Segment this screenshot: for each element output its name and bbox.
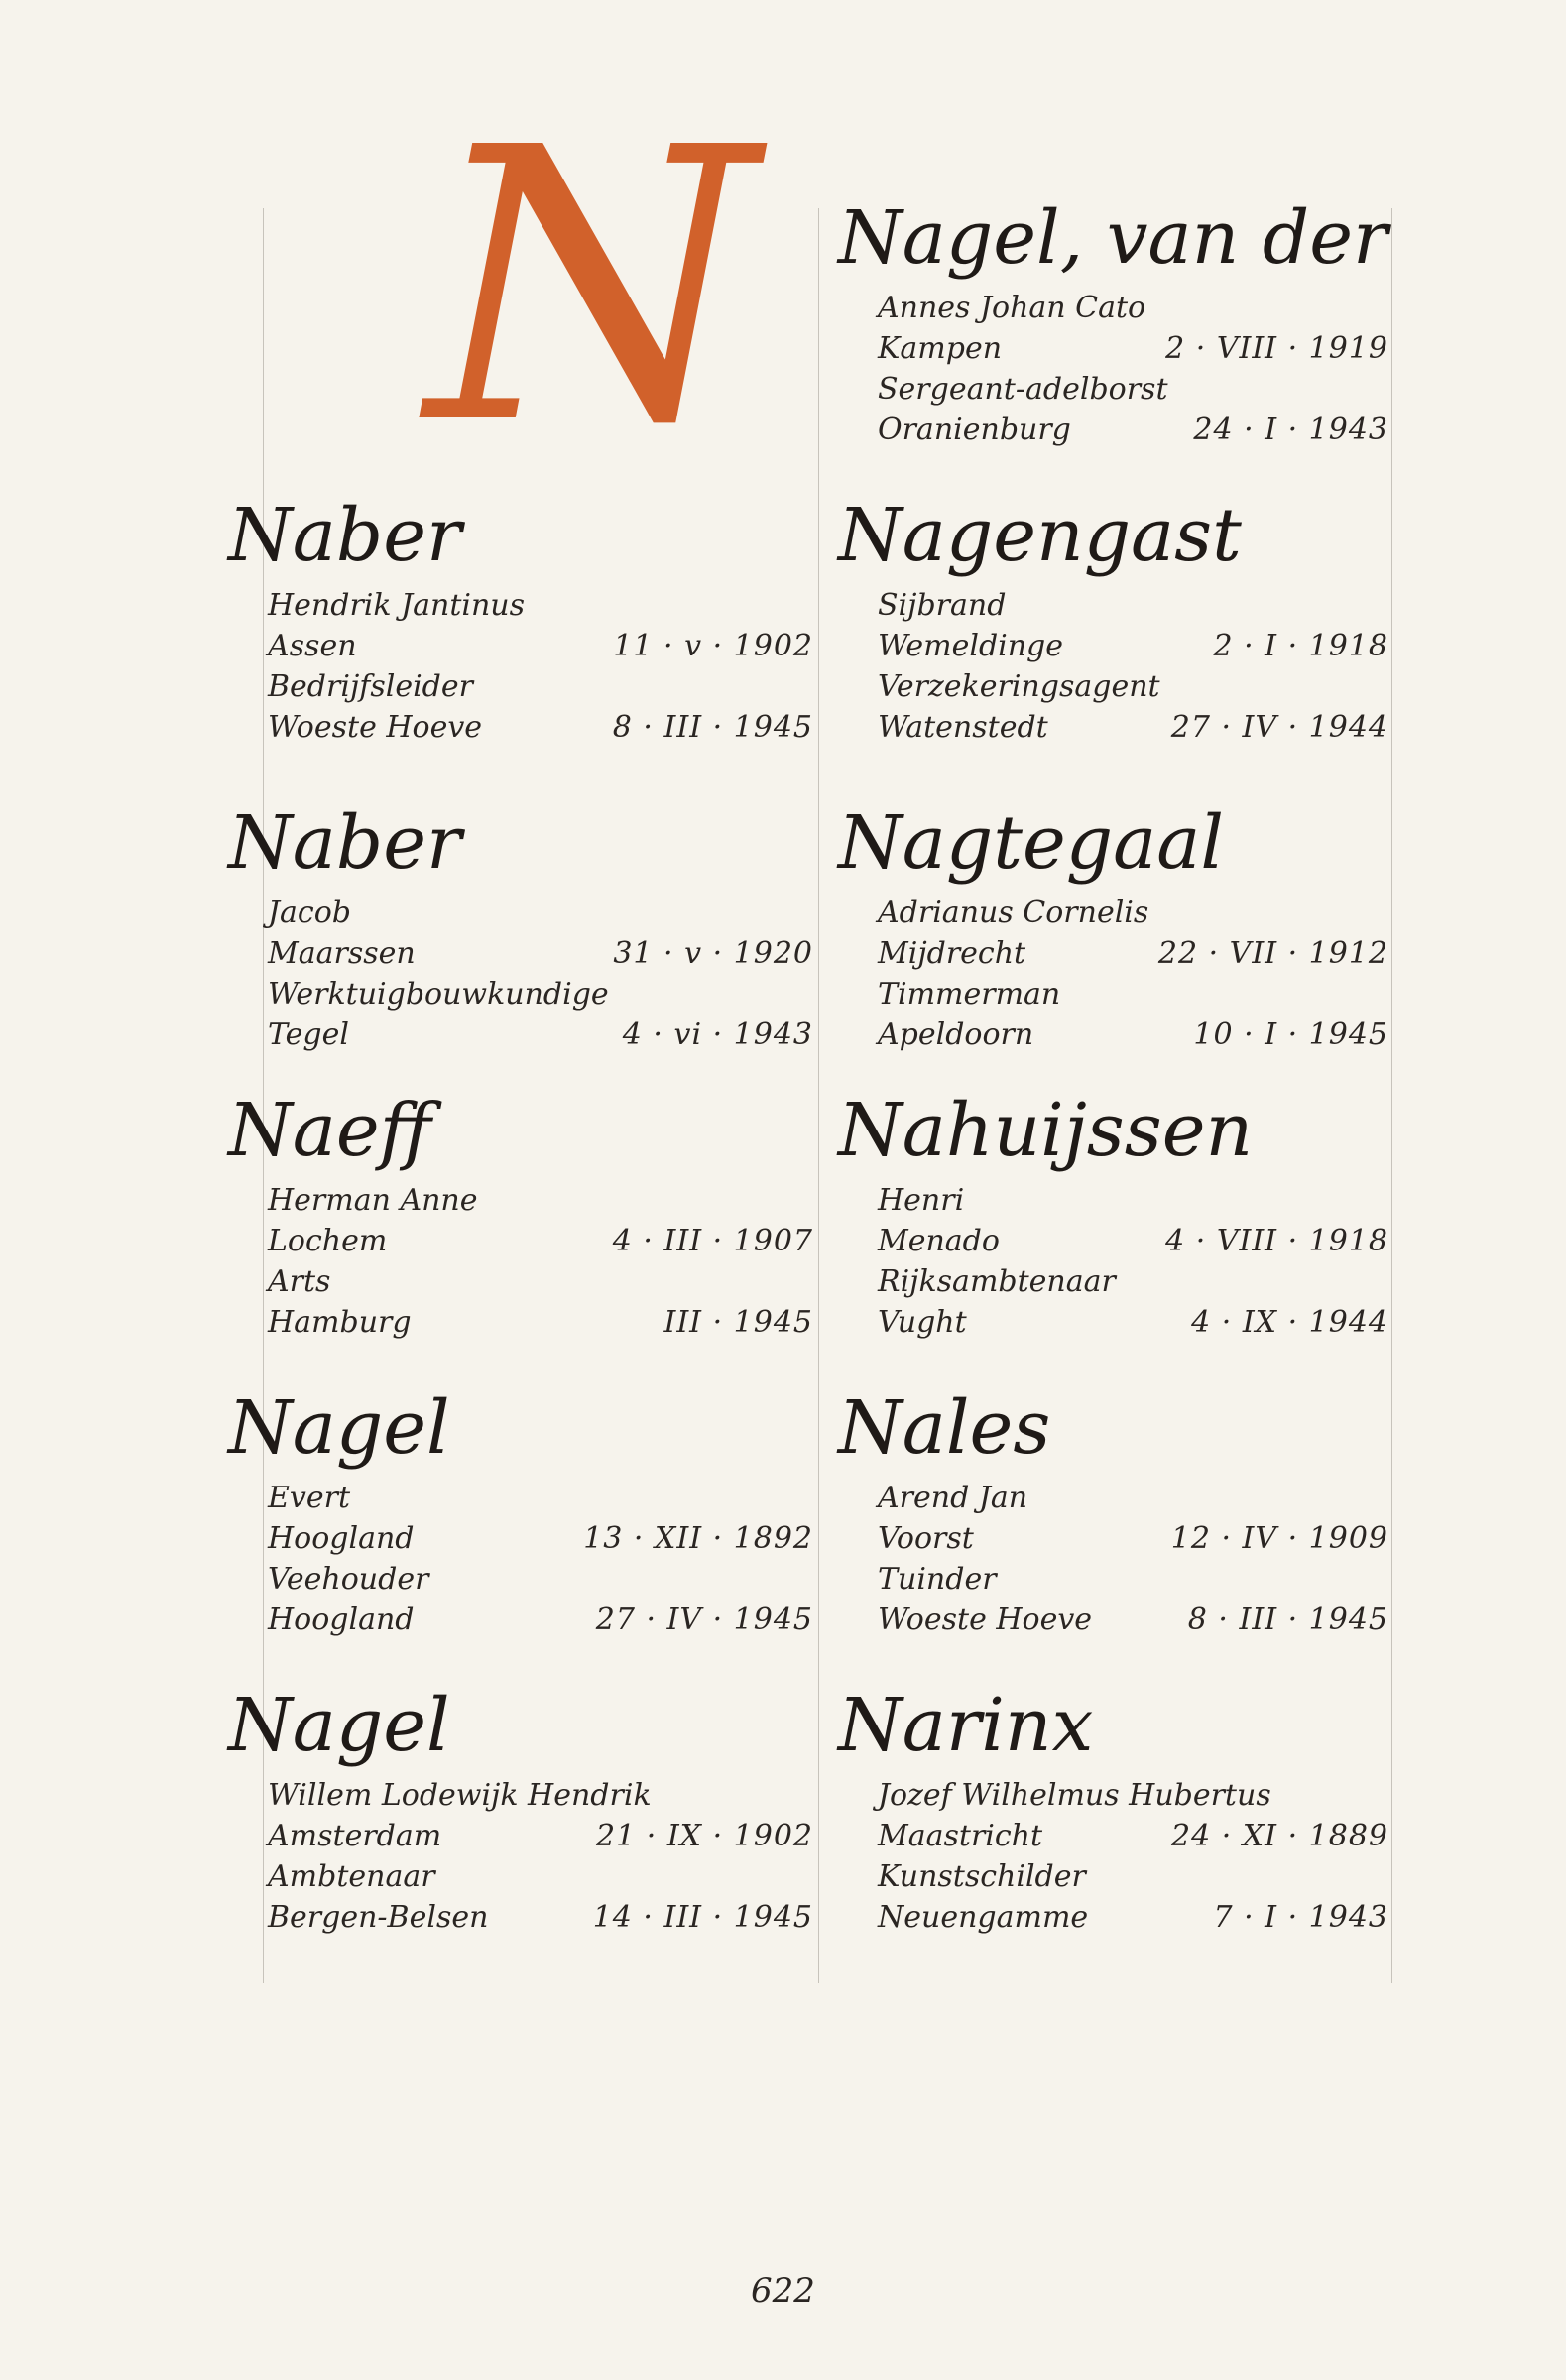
- death-place: Tegel: [268, 1017, 349, 1052]
- birth-place: Voorst: [878, 1521, 974, 1556]
- birth-place: Hoogland: [268, 1521, 415, 1556]
- surname: Nagel, van der: [838, 195, 1388, 281]
- decorative-initial-letter: N: [426, 67, 757, 507]
- row-birth: [838, 1518, 1398, 1559]
- entry-left-4: [228, 1683, 823, 1938]
- entry-left-0: [228, 493, 823, 748]
- death-place: Neuengamme: [878, 1900, 1089, 1935]
- death-date: 10 · I · 1945: [1193, 1017, 1388, 1052]
- row-birth: [228, 1816, 823, 1856]
- birth-place: Maarssen: [268, 936, 416, 971]
- row-death: [838, 410, 1398, 450]
- row-death: [228, 1600, 823, 1640]
- occupation: Sergeant-adelborst: [878, 372, 1168, 407]
- death-place: Bergen-Belsen: [268, 1900, 489, 1935]
- death-date: 4 · IX · 1944: [1191, 1305, 1388, 1340]
- birth-place: Maastricht: [878, 1819, 1043, 1853]
- entry-left-3: [228, 1385, 823, 1640]
- row-birth: [228, 1221, 823, 1261]
- death-date: 14 · III · 1945: [592, 1900, 813, 1935]
- death-place: Watenstedt: [878, 710, 1048, 745]
- given-names: Evert: [268, 1481, 350, 1515]
- row-occupation: [838, 1856, 1398, 1897]
- entry-right-2: [838, 800, 1398, 1055]
- row-given-names: [838, 1775, 1398, 1816]
- birth-place: Menado: [878, 1224, 1000, 1258]
- surname: Narinx: [838, 1683, 1094, 1768]
- row-birth: [228, 626, 823, 666]
- row-given-names: [228, 892, 823, 933]
- surname: Nagengast: [838, 493, 1242, 578]
- entry-right-0: [838, 195, 1398, 450]
- row-occupation: [228, 1856, 823, 1897]
- row-birth: [838, 626, 1398, 666]
- row-given-names: [838, 1180, 1398, 1221]
- given-names: Jacob: [268, 895, 351, 930]
- given-names: Arend Jan: [878, 1481, 1028, 1515]
- row-occupation: [838, 1559, 1398, 1600]
- death-place: Vught: [878, 1305, 967, 1340]
- row-death: [228, 1897, 823, 1938]
- birth-place: Amsterdam: [268, 1819, 442, 1853]
- death-date: 24 · I · 1943: [1193, 413, 1388, 447]
- death-date: 8 · III · 1945: [612, 710, 813, 745]
- row-occupation: [228, 1261, 823, 1302]
- page-number: 622: [751, 2271, 815, 2311]
- occupation: Ambtenaar: [268, 1859, 435, 1894]
- birth-place: Mijdrecht: [878, 936, 1026, 971]
- row-death: [838, 1014, 1398, 1055]
- given-names: Sijbrand: [878, 588, 1007, 623]
- row-birth: [838, 1221, 1398, 1261]
- given-names: Jozef Wilhelmus Hubertus: [878, 1778, 1271, 1813]
- entry-right-1: [838, 493, 1398, 748]
- row-given-names: [838, 1478, 1398, 1518]
- row-given-names: [228, 585, 823, 626]
- occupation: Rijksambtenaar: [878, 1264, 1116, 1299]
- birth-date: 2 · VIII · 1919: [1165, 331, 1388, 366]
- death-date: 7 · I · 1943: [1213, 1900, 1388, 1935]
- row-birth: [228, 933, 823, 974]
- occupation: Bedrijfsleider: [268, 669, 473, 704]
- row-death: [838, 707, 1398, 748]
- occupation: Verzekeringsagent: [878, 669, 1160, 704]
- surname: Nahuijssen: [838, 1088, 1254, 1173]
- row-death: [838, 1600, 1398, 1640]
- death-place: Hamburg: [268, 1305, 412, 1340]
- row-birth: [838, 933, 1398, 974]
- row-given-names: [838, 892, 1398, 933]
- occupation: Timmerman: [878, 977, 1061, 1012]
- occupation: Tuinder: [878, 1562, 997, 1597]
- birth-date: 2 · I · 1918: [1213, 629, 1388, 663]
- birth-date: 12 · IV · 1909: [1170, 1521, 1388, 1556]
- row-given-names: [838, 288, 1398, 328]
- given-names: Henri: [878, 1183, 965, 1218]
- row-given-names: [838, 585, 1398, 626]
- given-names: Annes Johan Cato: [878, 291, 1146, 325]
- death-place: Oranienburg: [878, 413, 1071, 447]
- row-given-names: [228, 1180, 823, 1221]
- row-occupation: [838, 666, 1398, 707]
- surname: Nagel: [228, 1385, 450, 1471]
- entry-right-5: [838, 1683, 1398, 1938]
- birth-place: Wemeldinge: [878, 629, 1064, 663]
- death-date: III · 1945: [663, 1305, 813, 1340]
- occupation: Kunstschilder: [878, 1859, 1086, 1894]
- entry-left-1: [228, 800, 823, 1055]
- birth-date: 31 · v · 1920: [613, 936, 813, 971]
- death-place: Hoogland: [268, 1603, 415, 1637]
- occupation: Werktuigbouwkundige: [268, 977, 609, 1012]
- given-names: Adrianus Cornelis: [878, 895, 1149, 930]
- row-death: [838, 1302, 1398, 1343]
- surname: Naber: [228, 493, 462, 578]
- death-place: Woeste Hoeve: [268, 710, 483, 745]
- birth-date: 24 · XI · 1889: [1171, 1819, 1388, 1853]
- row-death: [838, 1897, 1398, 1938]
- death-date: 8 · III · 1945: [1187, 1603, 1388, 1637]
- row-death: [228, 1302, 823, 1343]
- row-given-names: [228, 1478, 823, 1518]
- given-names: Herman Anne: [268, 1183, 478, 1218]
- death-date: 4 · vi · 1943: [622, 1017, 813, 1052]
- birth-date: 22 · VII · 1912: [1157, 936, 1388, 971]
- entry-right-4: [838, 1385, 1398, 1640]
- given-names: Hendrik Jantinus: [268, 588, 526, 623]
- entry-right-3: [838, 1088, 1398, 1343]
- given-names: Willem Lodewijk Hendrik: [268, 1778, 652, 1813]
- occupation: Arts: [268, 1264, 331, 1299]
- birth-date: 11 · v · 1902: [613, 629, 813, 663]
- death-place: Woeste Hoeve: [878, 1603, 1093, 1637]
- birth-place: Assen: [268, 629, 357, 663]
- birth-date: 4 · III · 1907: [612, 1224, 813, 1258]
- birth-place: Lochem: [268, 1224, 388, 1258]
- death-date: 27 · IV · 1944: [1170, 710, 1388, 745]
- surname: Nagel: [228, 1683, 450, 1768]
- row-occupation: [838, 369, 1398, 410]
- row-occupation: [228, 974, 823, 1014]
- row-given-names: [228, 1775, 823, 1816]
- birth-place: Kampen: [878, 331, 1003, 366]
- surname: Nales: [838, 1385, 1051, 1471]
- death-place: Apeldoorn: [878, 1017, 1034, 1052]
- occupation: Veehouder: [268, 1562, 429, 1597]
- row-occupation: [228, 1559, 823, 1600]
- row-birth: [838, 328, 1398, 369]
- row-death: [228, 707, 823, 748]
- row-occupation: [228, 666, 823, 707]
- row-death: [228, 1014, 823, 1055]
- birth-date: 4 · VIII · 1918: [1165, 1224, 1388, 1258]
- row-occupation: [838, 1261, 1398, 1302]
- birth-date: 21 · IX · 1902: [596, 1819, 813, 1853]
- surname: Naber: [228, 800, 462, 886]
- death-date: 27 · IV · 1945: [595, 1603, 813, 1637]
- row-birth: [228, 1518, 823, 1559]
- row-birth: [838, 1816, 1398, 1856]
- entry-left-2: [228, 1088, 823, 1343]
- surname: Naeff: [228, 1088, 432, 1173]
- row-occupation: [838, 974, 1398, 1014]
- surname: Nagtegaal: [838, 800, 1225, 886]
- birth-date: 13 · XII · 1892: [583, 1521, 813, 1556]
